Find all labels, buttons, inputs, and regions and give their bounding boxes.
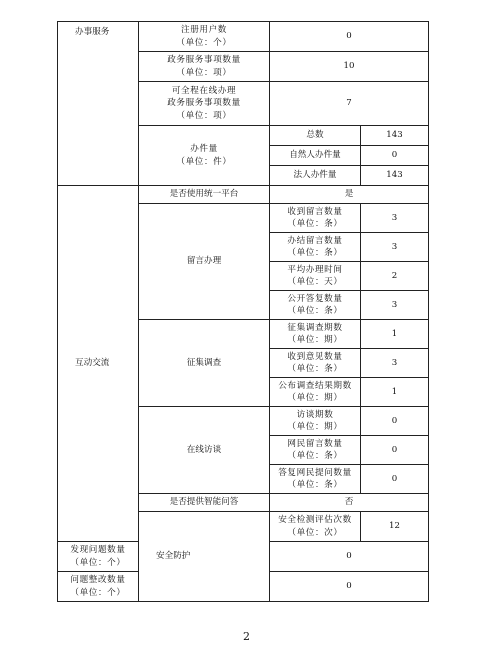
security-checks-label: 安全检测评估次数 （单位：次） — [270, 512, 361, 542]
interview-replies-value: 0 — [361, 465, 429, 494]
survey-periods-value: 1 — [361, 320, 429, 349]
survey-opinions-label: 收到意见数量 （单位：条） — [270, 349, 361, 378]
category-office-services: 办事服务 — [58, 22, 139, 186]
messages-received-value: 3 — [361, 204, 429, 233]
survey-periods-label: 征集调查期数 （单位：期） — [270, 320, 361, 349]
handled-natural-label: 自然人办件量 — [270, 146, 361, 166]
interview-periods-value: 0 — [361, 407, 429, 436]
problems-fixed-label: 问题整改数量 （单位：个） — [58, 572, 139, 602]
smart-qa-value: 否 — [270, 494, 429, 512]
category-interaction: 互动交流 — [58, 186, 139, 542]
handled-legal-label: 法人办件量 — [270, 166, 361, 186]
category-security: 安全防护 — [139, 512, 270, 602]
page-number: 2 — [243, 630, 250, 643]
table-row — [58, 22, 429, 52]
survey-label: 征集调查 — [139, 320, 270, 407]
survey-results-label: 公布调查结果期数 （单位：期） — [270, 378, 361, 407]
survey-results-value: 1 — [361, 378, 429, 407]
messages-label: 留言办理 — [139, 204, 270, 320]
interview-replies-label: 答复网民提问数量 （单位：条） — [270, 465, 361, 494]
interview-label: 在线访谈 — [139, 407, 270, 494]
messages-avg-time-label: 平均办理时间 （单位：天） — [270, 262, 361, 291]
messages-public-reply-label: 公开答复数量 （单位：条） — [270, 291, 361, 320]
interview-messages-value: 0 — [361, 436, 429, 465]
registered-users-value: 0 — [270, 22, 429, 52]
unified-platform-label: 是否使用统一平台 — [139, 186, 270, 204]
problems-found-value: 0 — [270, 542, 429, 572]
unified-platform-value: 是 — [270, 186, 429, 204]
smart-qa-label: 是否提供智能问答 — [139, 494, 270, 512]
registered-users-label: 注册用户数 （单位：个） — [139, 22, 270, 52]
interview-messages-label: 网民留言数量 （单位：条） — [270, 436, 361, 465]
survey-opinions-value: 3 — [361, 349, 429, 378]
service-items-value: 10 — [270, 52, 429, 82]
handled-legal-value: 143 — [361, 166, 429, 186]
messages-closed-value: 3 — [361, 233, 429, 262]
messages-received-label: 收到留言数量 （单位：条） — [270, 204, 361, 233]
problems-found-label: 发现问题数量 （单位：个） — [58, 542, 139, 572]
interview-periods-label: 访谈期数 （单位：期） — [270, 407, 361, 436]
messages-avg-time-value: 2 — [361, 262, 429, 291]
handled-total-label: 总数 — [270, 126, 361, 146]
service-items-label: 政务服务事项数量 （单位：项） — [139, 52, 270, 82]
handled-natural-value: 0 — [361, 146, 429, 166]
handled-label: 办件量 （单位：件） — [139, 126, 270, 186]
messages-closed-label: 办结留言数量 （单位：条） — [270, 233, 361, 262]
online-items-value: 7 — [270, 82, 429, 126]
problems-fixed-value: 0 — [270, 572, 429, 602]
handled-total-value: 143 — [361, 126, 429, 146]
online-items-label: 可全程在线办理 政务服务事项数量 （单位：项） — [139, 82, 270, 126]
table-row — [58, 186, 429, 204]
messages-public-reply-value: 3 — [361, 291, 429, 320]
statistics-table — [57, 21, 429, 602]
security-checks-value: 12 — [361, 512, 429, 542]
